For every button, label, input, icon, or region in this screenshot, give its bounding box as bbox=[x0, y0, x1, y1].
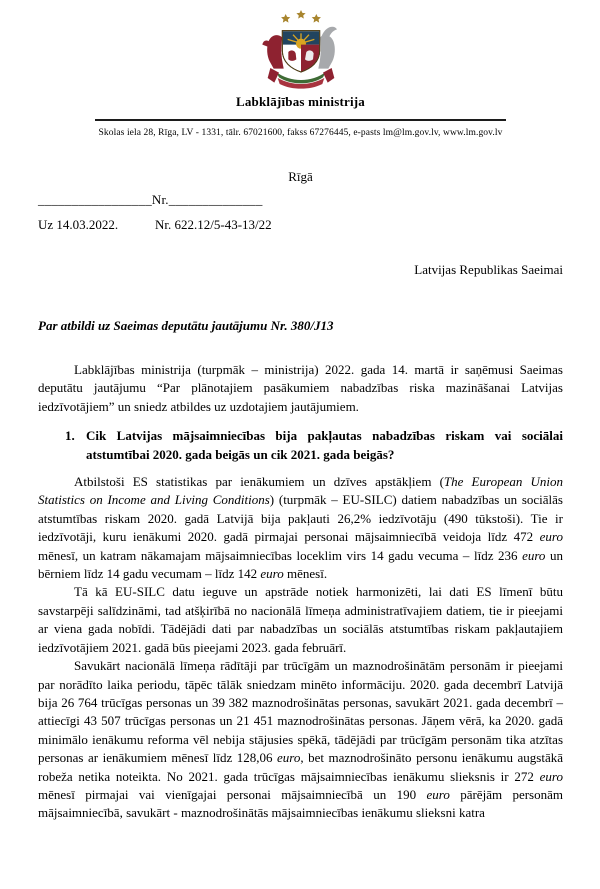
letter-body bbox=[38, 361, 563, 823]
recipient: Latvijas Republikas Saeimai bbox=[414, 262, 563, 277]
text-segment: , bet maznodrošināto personu ienākumu augstākā robeža netika noteikta. No 2021. gada trūcīgas mājsaimniecības ienākumu slieksnis ir 272 bbox=[38, 750, 563, 784]
text-segment: ) (turpmāk – EU-SILC) datiem nabadzības un sociālās atstumtības riskam 2020. gadā Latvijā bija pakļauti 26,2% iedzīvotāju (490 tūkstoši). Tie ir iedzīvotāji, kuru ienākumi 2020. gadā pirmajai personai mājsaimniecībā veidoja līdz 472 bbox=[38, 492, 563, 545]
three-stars bbox=[281, 10, 321, 23]
question-text: Cik Latvijas mājsaimniecības bija pakļautas nabadzības riskam vai sociālai atstumtībai 2020. gada beigās un cik 2021. gada beigās? bbox=[86, 428, 563, 462]
reply-to-date: Uz 14.03.2022. bbox=[38, 217, 119, 232]
letterhead-divider bbox=[95, 119, 506, 121]
nr-label: Nr. bbox=[151, 192, 169, 207]
coat-of-arms-graphic bbox=[251, 8, 351, 92]
reply-number: Nr. 622.12/5-43-13/22 bbox=[155, 217, 272, 232]
text-segment-italic: euro bbox=[277, 750, 301, 766]
text-segment: mēnesī, un katram nākamajam mājsaimniecības loceklim virs 14 gadu vecuma – līdz 236 bbox=[38, 547, 523, 563]
text-segment: Savukārt nacionālā līmeņa rādītāji par trūcīgām un maznodrošinātām personām ir pieejami par norādīto laika periodu, tāpēc tālāk sniedzam minēto informāciju. 2020. gada decembrī Latvijā bija 26 764 trūcīgas personas un 39 382 maznodrošinātas personas, savukārt 2021. gada decembrī – attiecīgi 43 507 trūcīgas personas un 21 451 maznodrošinātas personas. Jāņem vērā, ka 2020. gadā minimālo ienākumu reforma vēl nebija stājusies spēkā, tādējādi par trūcīgām personām tika atzītas personas ar ienākumiem mēnesī līdz 128,06 bbox=[38, 658, 563, 766]
text-segment-italic: euro bbox=[426, 786, 450, 802]
text-segment-italic: The European Union Statistics on Income and Living Conditions bbox=[38, 474, 563, 508]
ribbon-left bbox=[267, 68, 278, 83]
blank-left: _________________ bbox=[38, 192, 152, 207]
text-segment-italic: euro bbox=[260, 566, 284, 582]
text-segment: mēnesī. bbox=[283, 566, 328, 582]
latvia-coat-of-arms-icon bbox=[38, 8, 563, 92]
subject-line: Par atbildi uz Saeimas deputātu jautājumu Nr. 380/J13 bbox=[38, 318, 334, 333]
text-segment-italic: euro bbox=[522, 547, 546, 563]
text-segment: Atbilstoši ES statistikas par ienākumiem un dzīves apstākļiem ( bbox=[74, 474, 444, 490]
question-number: 1. bbox=[65, 428, 75, 444]
text-segment: mēnesī pirmajai vai vienīgajai personai mājsaimniecībā un 190 bbox=[38, 786, 427, 802]
ministry-address: Skolas iela 28, Rīga, LV - 1331, tālr. 67021600, fakss 67276445, e-pasts lm@lm.gov.lv, www.lm.gov.lv bbox=[98, 128, 503, 138]
lion-supporter bbox=[262, 35, 283, 69]
griffin-supporter bbox=[318, 27, 337, 69]
question-1 bbox=[65, 427, 563, 464]
paragraph-eu-silc bbox=[38, 473, 563, 583]
text-segment-italic: euro bbox=[539, 768, 563, 784]
ribbon-right bbox=[323, 68, 334, 83]
paragraph-data-availability: Tā kā EU-SILC datu ieguve un apstrāde notiek harmonizēti, lai dati ES līmenī būtu savstarpēji salīdzināmi, tad atšķirībā no nacionālā līmeņa administratīvajiem datiem, tie ir pieejami ar viena gada nobīdi. Tādējādi dati par nabadzības un sociālās atstumtības riskam pakļautajiem iedzīvotājiem 2021. gadā būs pieejami 2023. gada februārī. bbox=[38, 584, 563, 655]
letter-place: Rīgā bbox=[288, 169, 313, 184]
paragraph-national-indicators bbox=[38, 657, 563, 823]
reference-line bbox=[38, 216, 563, 234]
blank-right: ______________ bbox=[168, 192, 263, 207]
text-segment: pārējām personām mājsaimniecībā, savukārt - maznodrošinātās mājsaimniecības ienākumu slieksni katra bbox=[38, 786, 563, 821]
ministry-name: Labklājības ministrija bbox=[235, 94, 365, 109]
number-blank-line bbox=[38, 191, 563, 209]
text-segment-italic: euro bbox=[539, 529, 563, 545]
letter-meta bbox=[38, 168, 563, 335]
text-segment: un bērniem līdz 14 gadu vecumam – līdz 142 bbox=[38, 547, 563, 582]
letterhead bbox=[38, 8, 563, 138]
paragraph-intro: Labklājības ministrija (turpmāk – ministrija) 2022. gada 14. martā ir saņēmusi Saeimas deputātu jautājumu “Par plānotajiem pasākumiem nabadzības riska mazināšanai Latvijas iedzīvotājiem” un sniedz atbildes uz uzdotajiem jautājumiem. bbox=[38, 362, 563, 414]
